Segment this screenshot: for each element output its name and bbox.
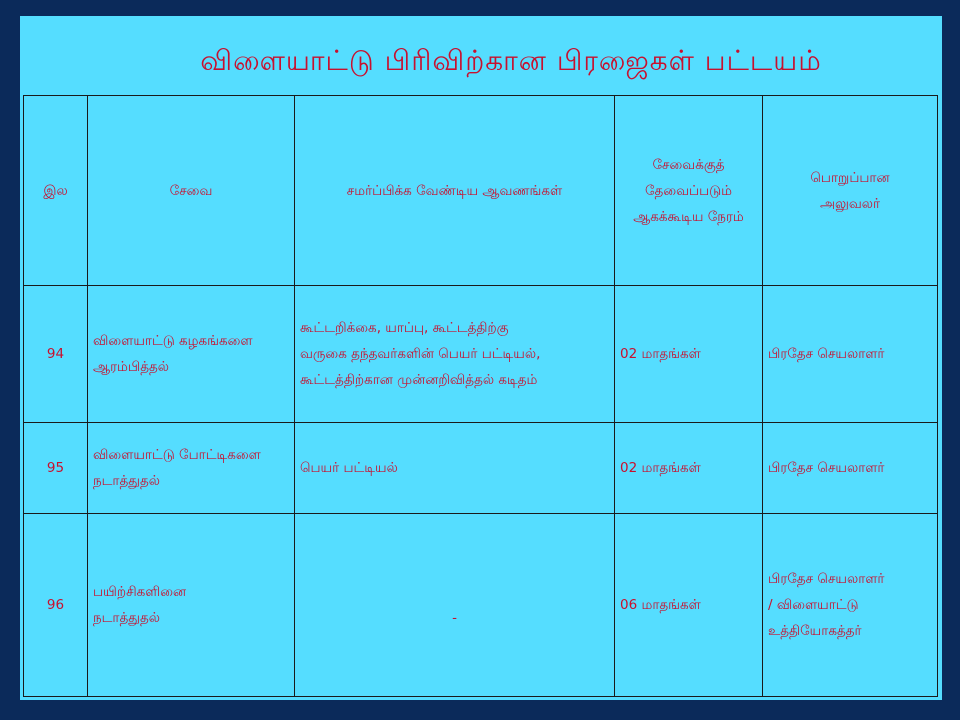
row-time: 02 மாதங்கள் [615,286,763,423]
header-documents: சமர்ப்பிக்க வேண்டிய ஆவணங்கள் [295,96,615,286]
header-service: சேவை [88,96,295,286]
service-line: ஆரம்பித்தல் [93,359,170,375]
service-line: நடாத்துதல் [93,610,160,626]
documents-line: வருகை தந்தவர்களின் பெயர் பட்டியல், [300,346,541,362]
header-time-line: ஆகக்கூடிய நேரம் [633,208,744,225]
table-header-row [24,96,938,286]
row-number: 94 [24,286,88,423]
row-documents [295,514,615,697]
header-officer-line: அலுவலர் [819,195,881,212]
row-service [88,514,295,697]
header-number: இல [24,96,88,286]
header-officer-line: பொறுப்பான [810,169,890,186]
documents-line: - [452,610,457,626]
row-documents [295,423,615,514]
officer-line: பிரதேச செயலாளர் [768,460,885,476]
header-time-line: சேவைக்குத் [652,156,725,173]
row-officer [763,423,938,514]
service-line: விளையாட்டு கழகங்களை [93,333,253,349]
header-time-line: தேவைப்படும் [644,182,733,199]
documents-line: கூட்டத்திற்கான முன்னறிவித்தல் கடிதம் [300,372,538,388]
table-row [24,514,938,697]
documents-line: கூட்டறிக்கை, யாப்பு, கூட்டத்திற்கு [300,320,509,336]
header-time [615,96,763,286]
row-service [88,423,295,514]
officer-line: பிரதேச செயலாளர் [768,571,885,587]
row-number: 96 [24,514,88,697]
officer-line: பிரதேச செயலாளர் [768,346,885,362]
row-time: 06 மாதங்கள் [615,514,763,697]
row-documents [295,286,615,423]
row-time: 02 மாதங்கள் [615,423,763,514]
service-line: நடாத்துதல் [93,473,160,489]
slide-panel [20,16,942,700]
row-service [88,286,295,423]
officer-line: உத்தியோகத்தர் [768,623,862,639]
citizen-charter-table [23,95,938,697]
page-title: விளையாட்டு பிரிவிற்கான பிரஜைகள் பட்டயம் [200,44,822,77]
service-line: பயிற்சிகளினை [93,584,187,600]
row-officer [763,286,938,423]
service-line: விளையாட்டு போட்டிகளை [93,447,261,463]
officer-line: / விளையாட்டு [768,597,859,613]
row-number: 95 [24,423,88,514]
documents-line: பெயர் பட்டியல் [300,460,398,476]
row-officer [763,514,938,697]
table-row [24,423,938,514]
header-officer [763,96,938,286]
table-row [24,286,938,423]
